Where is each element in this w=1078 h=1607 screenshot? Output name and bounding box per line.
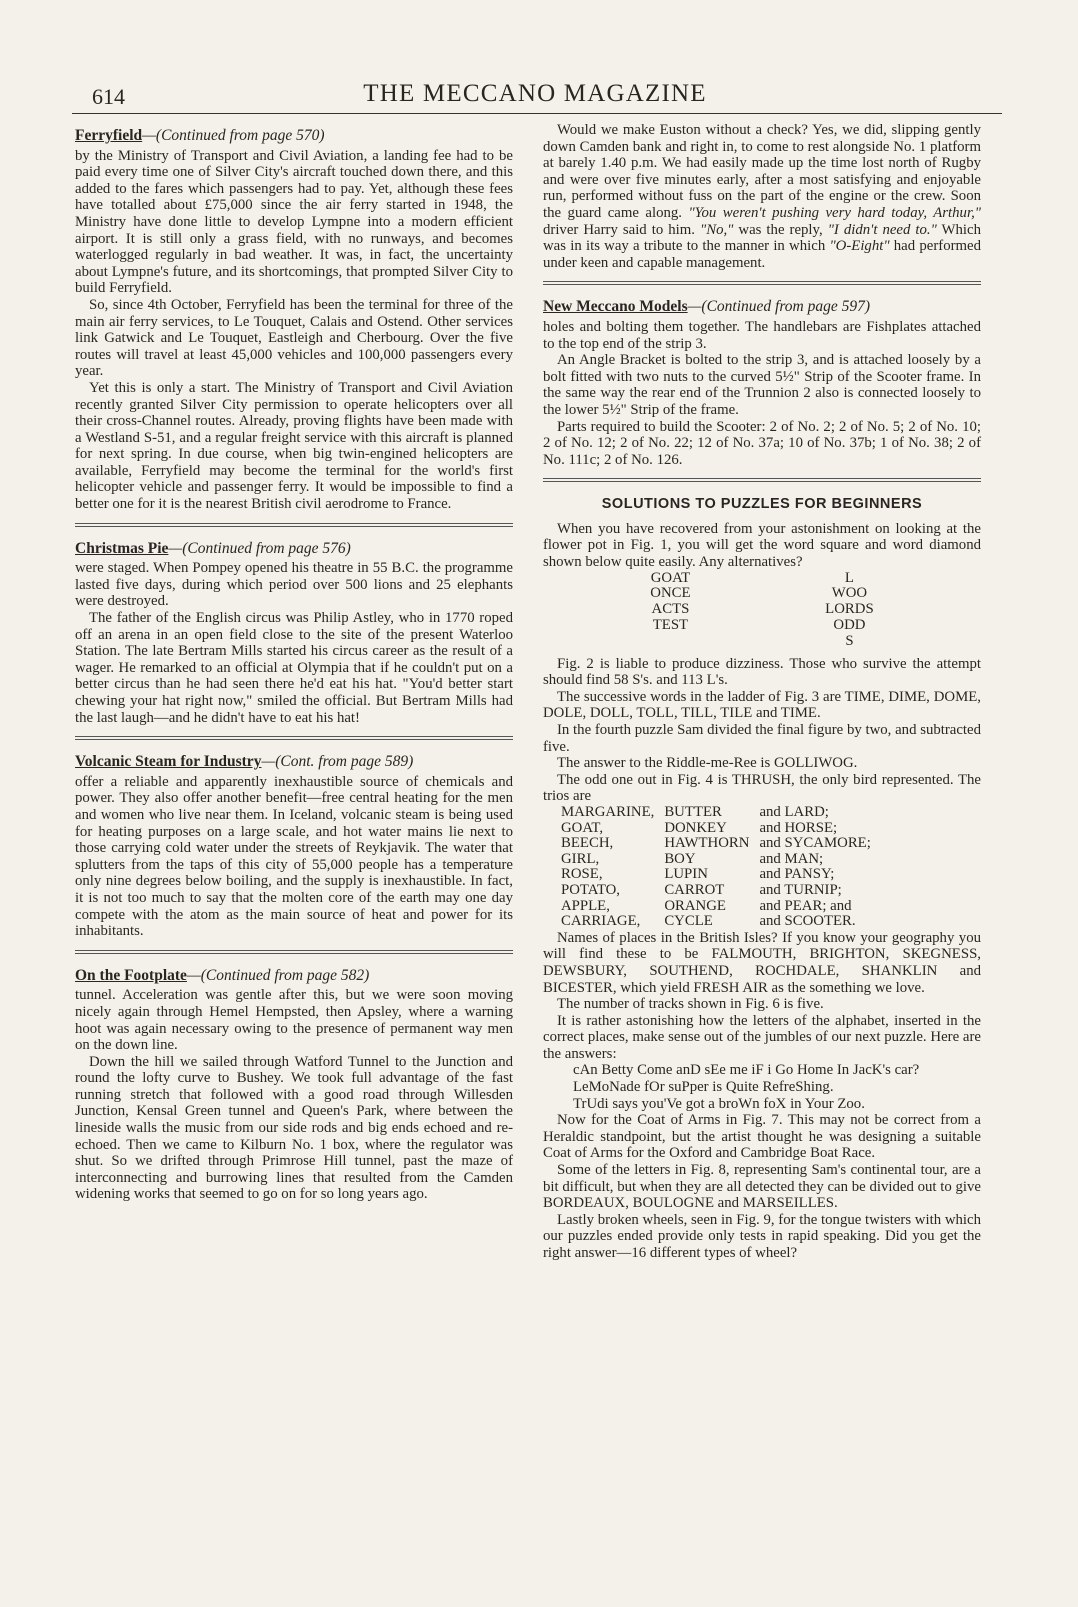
page-number: 614	[92, 84, 125, 109]
quote: "You weren't pushing very hard today, Arthur,"	[688, 204, 981, 221]
section-divider	[543, 281, 981, 285]
table-row	[561, 899, 881, 915]
word-square	[650, 571, 690, 650]
paragraph: The odd one out in Fig. 4 is THRUSH, the only bird represented. The trios are	[543, 771, 981, 805]
table-cell: GIRL,	[561, 850, 600, 867]
volcanic-continued: —(Cont. from page 589)	[261, 753, 414, 771]
quote: "I didn't need to."	[827, 221, 937, 238]
meccano-heading	[543, 299, 981, 316]
section-divider	[75, 950, 513, 954]
answer-line: TrUdi says you'Ve got a broWn foX in Your Zoo.	[573, 1095, 865, 1112]
word: ONCE	[650, 585, 691, 602]
table-row	[561, 867, 881, 883]
table-cell: GOAT,	[561, 819, 604, 836]
paragraph: Some of the letters in Fig. 8, representing Sam's continental tour, are a bit difficult, but when they are all detected they can be divided out to give BORDEAUX, BOULOGNE and MARSEILLES.	[543, 1162, 981, 1212]
header-rule	[72, 113, 1002, 114]
word: LORDS	[825, 601, 874, 618]
alphabet-answers	[543, 1062, 981, 1112]
table-cell: ROSE,	[561, 866, 603, 883]
section-divider	[75, 523, 513, 527]
table-cell: LUPIN	[664, 866, 708, 883]
paragraph: Names of places in the British Isles? If you know your geography you will find these to be FALMOUTH, BRIGHTON, SKEGNESS, DEWSBURY, SOUTHEND, ROCHDALE, SHANKLIN and BICESTER, which yield FRESH AIR as the something we love.	[543, 929, 981, 996]
footplate-heading	[75, 968, 513, 985]
paragraph: Fig. 2 is liable to produce dizziness. Those who survive the attempt should find 58 S's. and 113 L's.	[543, 655, 981, 689]
trios-table	[561, 805, 881, 930]
table-cell: and SYCAMORE;	[759, 835, 871, 852]
text-run: Which was in its way a tribute to the manner in which	[543, 221, 982, 255]
text-run: driver Harry said to him.	[543, 221, 700, 238]
paragraph: An Angle Bracket is bolted to the strip 3, and is attached loosely by a bolt fitted with two nuts to the curved 5½" Strip of the Scooter frame. In the same way the rear end of the Trunnion 2 also is connected loosely to the lower 5½" Strip of the frame.	[543, 352, 981, 418]
table-cell: and SCOOTER.	[759, 913, 856, 930]
meccano-continued: —(Continued from page 597)	[687, 298, 871, 316]
volcanic-heading	[75, 754, 513, 771]
paragraph: tunnel. Acceleration was gentle after this, but we were soon moving nicely again through Hemel Hempsted, then Apsley, where a warning hoot was again necessary owing to the presence of permanent way men on the down line.	[75, 987, 513, 1054]
word: S	[845, 632, 854, 649]
paragraph: by the Ministry of Transport and Civil Aviation, a landing fee had to be paid every time one of Silver City's aircraft touched down there, and this added to the fares which passengers had to pay. Yet, although these fees have totalled about £75,000 since the air ferry started in 1948, the Ministry have done little to develop Lympne into a modern efficient airport. It is still only a grass field, with no runways, and becomes waterlogged regularly in bad weather. It was, in fact, the uncertainty about Lympne's future, and its shortcomings, that prompted Silver City to build Ferryfield.	[75, 147, 513, 297]
meccano-title: New Meccano Models	[543, 298, 688, 316]
text-run: was the reply,	[733, 221, 828, 238]
ferryfield-heading	[75, 128, 513, 145]
magazine-title: THE MECCANO MAGAZINE	[363, 80, 707, 107]
paragraph: The answer to the Riddle-me-Ree is GOLLIWOG.	[557, 755, 858, 772]
table-row	[561, 852, 881, 868]
word: L	[844, 569, 854, 586]
paragraph: Lastly broken wheels, seen in Fig. 9, for the tongue twisters with which our puzzles ended provide only tests in rapid speaking. Did you get the right answer—16 different types of wheel?	[543, 1211, 981, 1262]
table-cell: and PEAR; and	[759, 897, 852, 914]
table-cell: BEECH,	[561, 835, 614, 852]
footplate-title: On the Footplate	[75, 966, 187, 984]
word: TEST	[652, 617, 689, 634]
paragraph: holes and bolting them together. The handlebars are Fishplates attached to the top end of the strip 3.	[543, 318, 981, 352]
word-diamond	[825, 571, 874, 650]
table-row	[561, 836, 881, 852]
table-cell: and PANSY;	[759, 866, 835, 883]
paragraph: Down the hill we sailed through Watford Tunnel to the Junction and round the lofty curve to Bushey. We took full advantage of the fast running stretch that followed with a good road through Willesden Junction, Kensal Green tunnel and Queen's Park, where between the lineside walls the music from our side rods and big ends echoed and re-echoed. Then we came to Kilburn No. 1 box, where the regulator was shut. So we drifted through Primrose Hill tunnel, past the maze of interconnecting and burrowing lines that resulted from the Camden widening works that seemed to go on for so long years ago.	[75, 1053, 513, 1203]
page-header	[70, 80, 1000, 112]
footplate-continued: —(Continued from page 582)	[186, 966, 370, 984]
table-cell: and HORSE;	[759, 819, 838, 836]
table-cell: BUTTER	[664, 803, 722, 820]
table-cell: and LARD;	[759, 803, 829, 820]
christmas-title: Christmas Pie	[75, 539, 169, 557]
answer-line: LeMoNade fOr suPper is Quite RefreShing.	[573, 1079, 834, 1096]
christmas-continued: —(Continued from page 576)	[168, 539, 351, 557]
paragraph: Now for the Coat of Arms in Fig. 7. This may not be correct from a Heraldic standpoint, but the artist thought he was designing a suitable Coat of Arms for the Oxford and Cambridge Boat Race.	[543, 1112, 981, 1162]
table-cell: POTATO,	[561, 881, 620, 898]
quote: "O-Eight"	[829, 238, 890, 255]
table-cell: BOY	[664, 850, 696, 867]
paragraph: So, since 4th October, Ferryfield has been the terminal for three of the main air ferry services, to Le Touquet, Calais and Ostend. Other services link Gatwick and Le Touquet, Eastleigh and Cherbourg. Over the five routes will travel at least 45,000 vehicles and 100,000 passengers every year.	[75, 296, 513, 380]
table-cell: HAWTHORN	[664, 835, 750, 852]
paragraph: The father of the English circus was Philip Astley, who in 1770 roped off an arena in an open field close to the site of the present Waterloo Station. The late Bertram Mills started his circus career as the result of a wager. He remarked to an official at Olympia that if he couldn't put on a better circus than he had seen there he'd eat his hat. "You'd better start chewing your hat right now," smiled the official. But Bertram Mills had the last laugh—and he didn't have to eat his hat!	[75, 610, 513, 726]
volcanic-title: Volcanic Steam for Industry	[75, 753, 262, 771]
section-divider	[75, 736, 513, 740]
paragraph: The successive words in the ladder of Fig. 3 are TIME, DIME, DOME, DOLE, DOLL, TOLL, TILL, TILE and TIME.	[543, 688, 981, 722]
paragraph: offer a reliable and apparently inexhaustible source of chemicals and power. They also offer another benefit—free central heating for the men and women who live near them. In Iceland, volcanic steam is being used for heating purposes on a large scale, and hot water mains lie next to those carrying cold water under the streets of Reykjavik. The water that splutters from the taps of this city of 55,000 people has a temperature only nine degrees below boiling, and the supply is inexhaustible. In fact, it is not too much to say that the molten core of the earth may one day compete with the atom as the main source of heat and power for its inhabitants.	[75, 773, 513, 940]
word-puzzles	[543, 571, 981, 650]
word: GOAT	[650, 569, 691, 586]
word: WOO	[831, 585, 868, 602]
left-column	[75, 122, 513, 1203]
paragraph: were staged. When Pompey opened his theatre in 55 B.C. the programme lasted five days, during which period over 500 lions and 25 elephants were destroyed.	[75, 560, 513, 610]
ferryfield-title: Ferryfield	[75, 127, 143, 144]
table-cell: and TURNIP;	[759, 881, 842, 898]
table-cell: MARGARINE,	[561, 803, 655, 820]
solutions-title: SOLUTIONS TO PUZZLES FOR BEGINNERS	[601, 496, 923, 513]
answer-line: cAn Betty Come anD sEe me iF i Go Home In JacK's car?	[573, 1062, 920, 1079]
word: ODD	[833, 617, 866, 634]
text-run: Would we make Euston without a check? Yes, we did, slipping gently down Camden bank and right in, to come to rest alongside No. 1 platform at barely 1.40 p.m. We had easily made up the time lost north of Rugby and were over five minutes early, after a most satisfying and enjoyable run, performed without fuss on the part of the engine or the crew. Soon the guard came along.	[543, 122, 981, 221]
text-run: had performed under keen and capable management.	[543, 238, 981, 271]
paragraph: Yet this is only a start. The Ministry of Transport and Civil Aviation recently granted Silver City permission to operate helicopters over all their cross-Channel routes. Already, proving flights have been made with a Westland S-51, and a regular freight service with this aircraft is planned for next spring. In due course, when big twin-engined helicopters are available, Ferryfield may become the terminal for the world's first helicopter vehicle and passenger ferry. It would be impossible to find a better one for it is the nearest British civil aerodrome to France.	[75, 379, 513, 513]
right-column	[543, 122, 981, 1262]
paragraph: The number of tracks shown in Fig. 6 is five.	[557, 996, 824, 1013]
table-cell: CARRIAGE,	[561, 913, 641, 930]
table-row	[561, 805, 881, 821]
table-cell: ORANGE	[664, 897, 726, 914]
table-row	[561, 914, 881, 930]
paragraph: Parts required to build the Scooter: 2 of No. 2; 2 of No. 5; 2 of No. 10; 2 of No. 12; 2 of No. 22; 12 of No. 37a; 10 of No. 37b; 1 of No. 38; 2 of No. 111c; 2 of No. 126.	[543, 418, 981, 468]
table-cell: APPLE,	[561, 897, 610, 914]
table-row	[561, 821, 881, 837]
section-divider	[543, 478, 981, 482]
table-cell: and MAN;	[759, 850, 824, 867]
paragraph: It is rather astonishing how the letters of the alphabet, inserted in the correct places, make sense out of the jumbles of our next puzzle. Here are the answers:	[543, 1012, 981, 1062]
table-cell: CARROT	[664, 881, 725, 898]
footplate-conclusion	[543, 122, 981, 271]
christmas-heading	[75, 541, 513, 558]
table-cell: DONKEY	[664, 819, 727, 836]
word: ACTS	[651, 601, 690, 618]
paragraph: When you have recovered from your astonishment on looking at the flower pot in Fig. 1, you will get the word square and word diamond shown below quite easily. Any alternatives?	[543, 520, 981, 571]
table-row	[561, 883, 881, 899]
quote: "No,"	[699, 221, 734, 238]
ferryfield-continued: —(Continued from page 570)	[142, 127, 325, 144]
paragraph: In the fourth puzzle Sam divided the final figure by two, and subtracted five.	[543, 722, 981, 755]
table-cell: CYCLE	[664, 913, 713, 930]
